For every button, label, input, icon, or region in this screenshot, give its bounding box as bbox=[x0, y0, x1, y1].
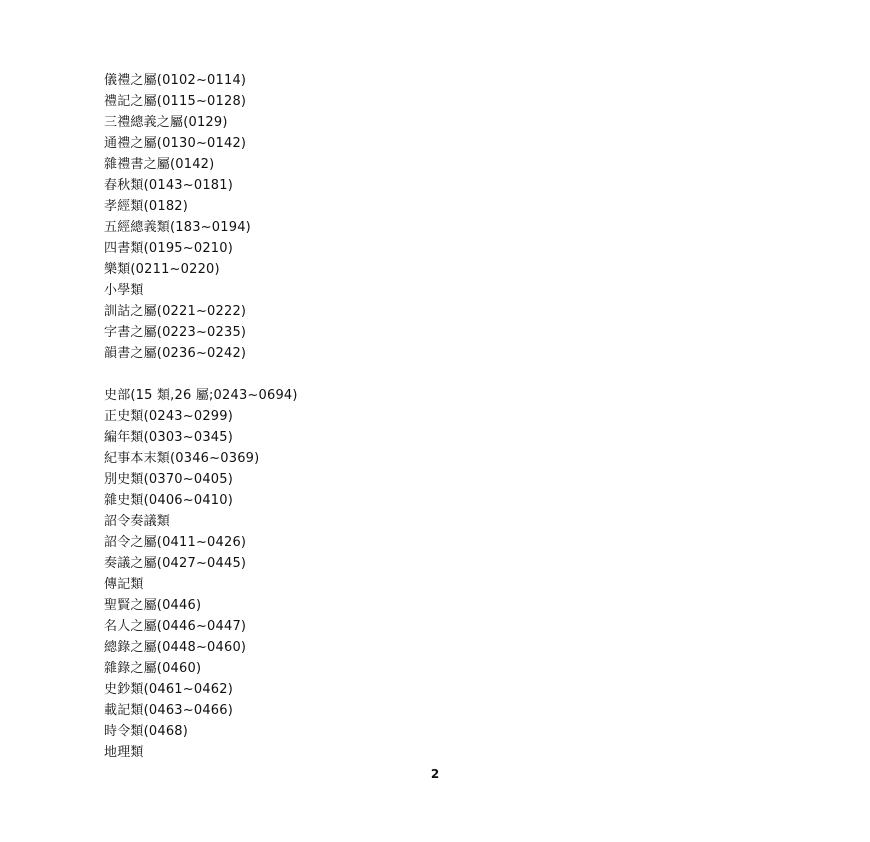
catalog-entry: 雜史類(0406~0410) bbox=[104, 493, 234, 508]
catalog-entry: 詔令之屬(0411~0426) bbox=[104, 535, 247, 550]
catalog-category-heading: 地理類 bbox=[104, 745, 144, 760]
catalog-entry: 紀事本末類(0346~0369) bbox=[104, 451, 260, 466]
catalog-entry: 韻書之屬(0236~0242) bbox=[104, 346, 247, 361]
catalog-entry: 三禮總義之屬(0129) bbox=[104, 115, 228, 130]
catalog-entry: 總錄之屬(0448~0460) bbox=[104, 640, 247, 655]
catalog-entry: 別史類(0370~0405) bbox=[104, 472, 234, 487]
catalog-entry: 五經總義類(183~0194) bbox=[104, 220, 251, 235]
catalog-entry: 雜錄之屬(0460) bbox=[104, 661, 202, 676]
catalog-category-heading: 傳記類 bbox=[104, 577, 144, 592]
catalog-entry: 孝經類(0182) bbox=[104, 199, 189, 214]
catalog-entry: 春秋類(0143~0181) bbox=[104, 178, 234, 193]
catalog-entry: 名人之屬(0446~0447) bbox=[104, 619, 247, 634]
catalog-entry: 正史類(0243~0299) bbox=[104, 409, 234, 424]
catalog-entry: 字書之屬(0223~0235) bbox=[104, 325, 247, 340]
catalog-category-heading: 小學類 bbox=[104, 283, 144, 298]
catalog-entry: 史鈔類(0461~0462) bbox=[104, 682, 234, 697]
catalog-entry: 時令類(0468) bbox=[104, 724, 189, 739]
catalog-section-heading: 史部(15 類,26 屬;0243~0694) bbox=[104, 388, 298, 403]
catalog-entry: 訓詁之屬(0221~0222) bbox=[104, 304, 247, 319]
catalog-entry-list bbox=[104, 70, 804, 763]
catalog-entry: 編年類(0303~0345) bbox=[104, 430, 234, 445]
catalog-entry: 四書類(0195~0210) bbox=[104, 241, 234, 256]
page-number: 2 bbox=[430, 767, 440, 781]
catalog-entry: 聖賢之屬(0446) bbox=[104, 598, 202, 613]
catalog-entry: 雜禮書之屬(0142) bbox=[104, 157, 215, 172]
catalog-entry: 樂類(0211~0220) bbox=[104, 262, 220, 277]
catalog-entry: 載記類(0463~0466) bbox=[104, 703, 234, 718]
catalog-entry: 儀禮之屬(0102~0114) bbox=[104, 73, 247, 88]
catalog-entry: 奏議之屬(0427~0445) bbox=[104, 556, 247, 571]
catalog-entry: 禮記之屬(0115~0128) bbox=[104, 94, 247, 109]
catalog-category-heading: 詔令奏議類 bbox=[104, 514, 171, 529]
blank-line bbox=[104, 364, 804, 385]
catalog-entry: 通禮之屬(0130~0142) bbox=[104, 136, 247, 151]
